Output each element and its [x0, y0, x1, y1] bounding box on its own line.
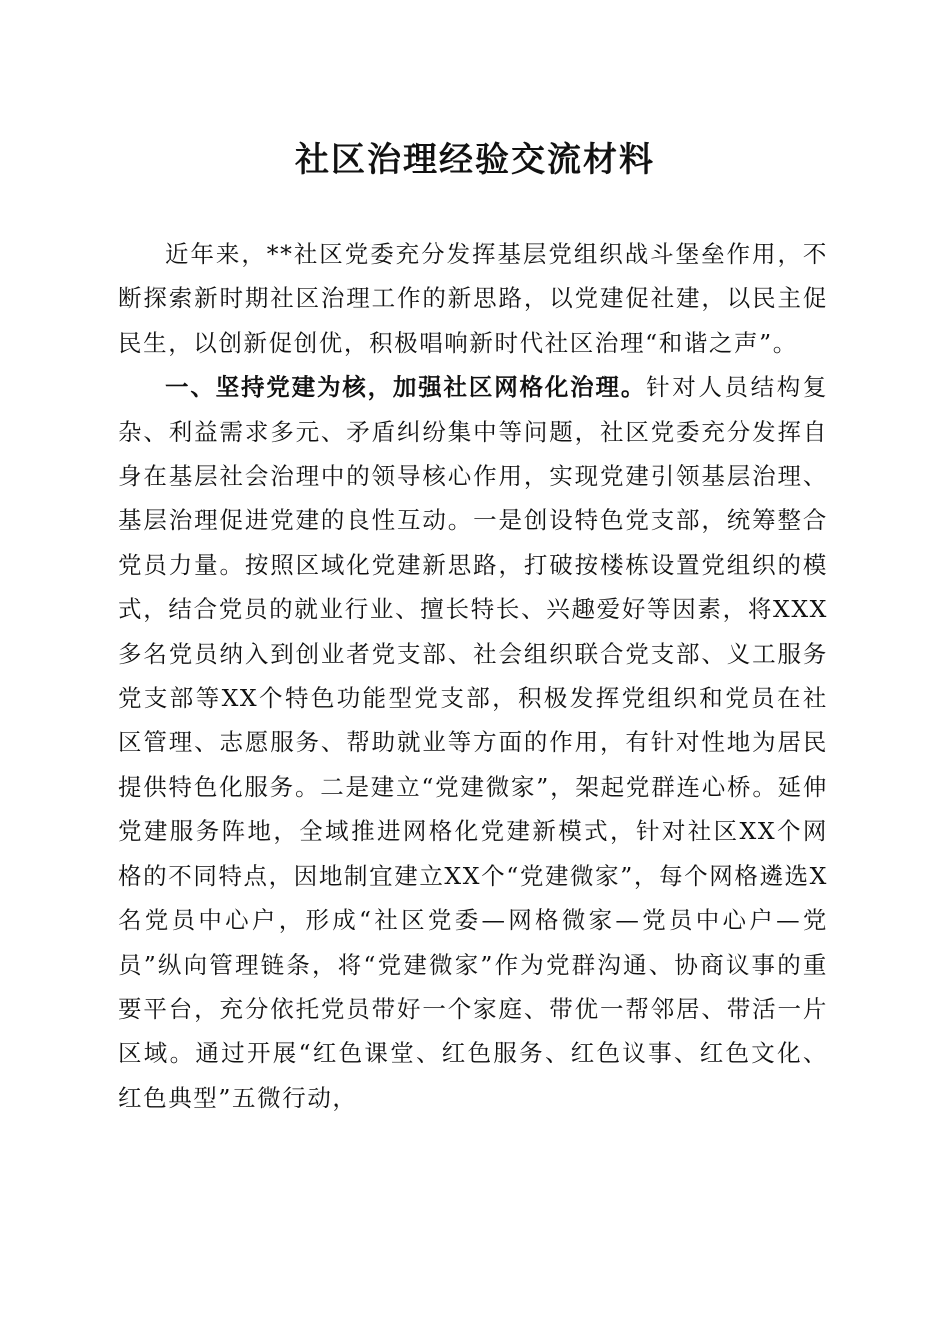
section-1-heading: 一、坚持党建为核，加强社区网格化治理。 [165, 373, 647, 402]
document-body [118, 232, 828, 1120]
section-1-paragraph [118, 365, 828, 1120]
intro-paragraph: 近年来，**社区党委充分发挥基层党组织战斗堡垒作用，不断探索新时期社区治理工作的新思路，以党建促社建，以民主促民生，以创新促创优，积极唱响新时代社区治理“和谐之声”。 [118, 240, 828, 357]
document-title: 社区治理经验交流材料 [295, 140, 655, 180]
section-1-body: 针对人员结构复杂、利益需求多元、矛盾纠纷集中等问题，社区党委充分发挥自身在基层社会治理中的领导核心作用，实现党建引领基层治理、基层治理促进党建的良性互动。一是创设特色党支部，统筹整合党员力量。按照区域化党建新思路，打破按楼栋设置党组织的模式，结合党员的就业行业、擅长特长、兴趣爱好等因素，将XXX多名党员纳入到创业者党支部、社会组织联合党支部、义工服务党支部等XX个特色功能型党支部，积极发挥党组织和党员在社区管理、志愿服务、帮助就业等方面的作用，有针对性地为居民提供特色化服务。二是建立“党建微家”，架起党群连心桥。延伸党建服务阵地，全域推进网格化党建新模式，针对社区XX个网格的不同特点，因地制宜建立XX个“党建微家”，每个网格遴选X名党员中心户，形成“社区党委—网格微家—党员中心户—党员”纵向管理链条，将“党建微家”作为党群沟通、协商议事的重要平台，充分依托党员带好一个家庭、带优一帮邻居、带活一片区域。通过开展“红色课堂、红色服务、红色议事、红色文化、红色典型”五微行动， [118, 373, 828, 1112]
